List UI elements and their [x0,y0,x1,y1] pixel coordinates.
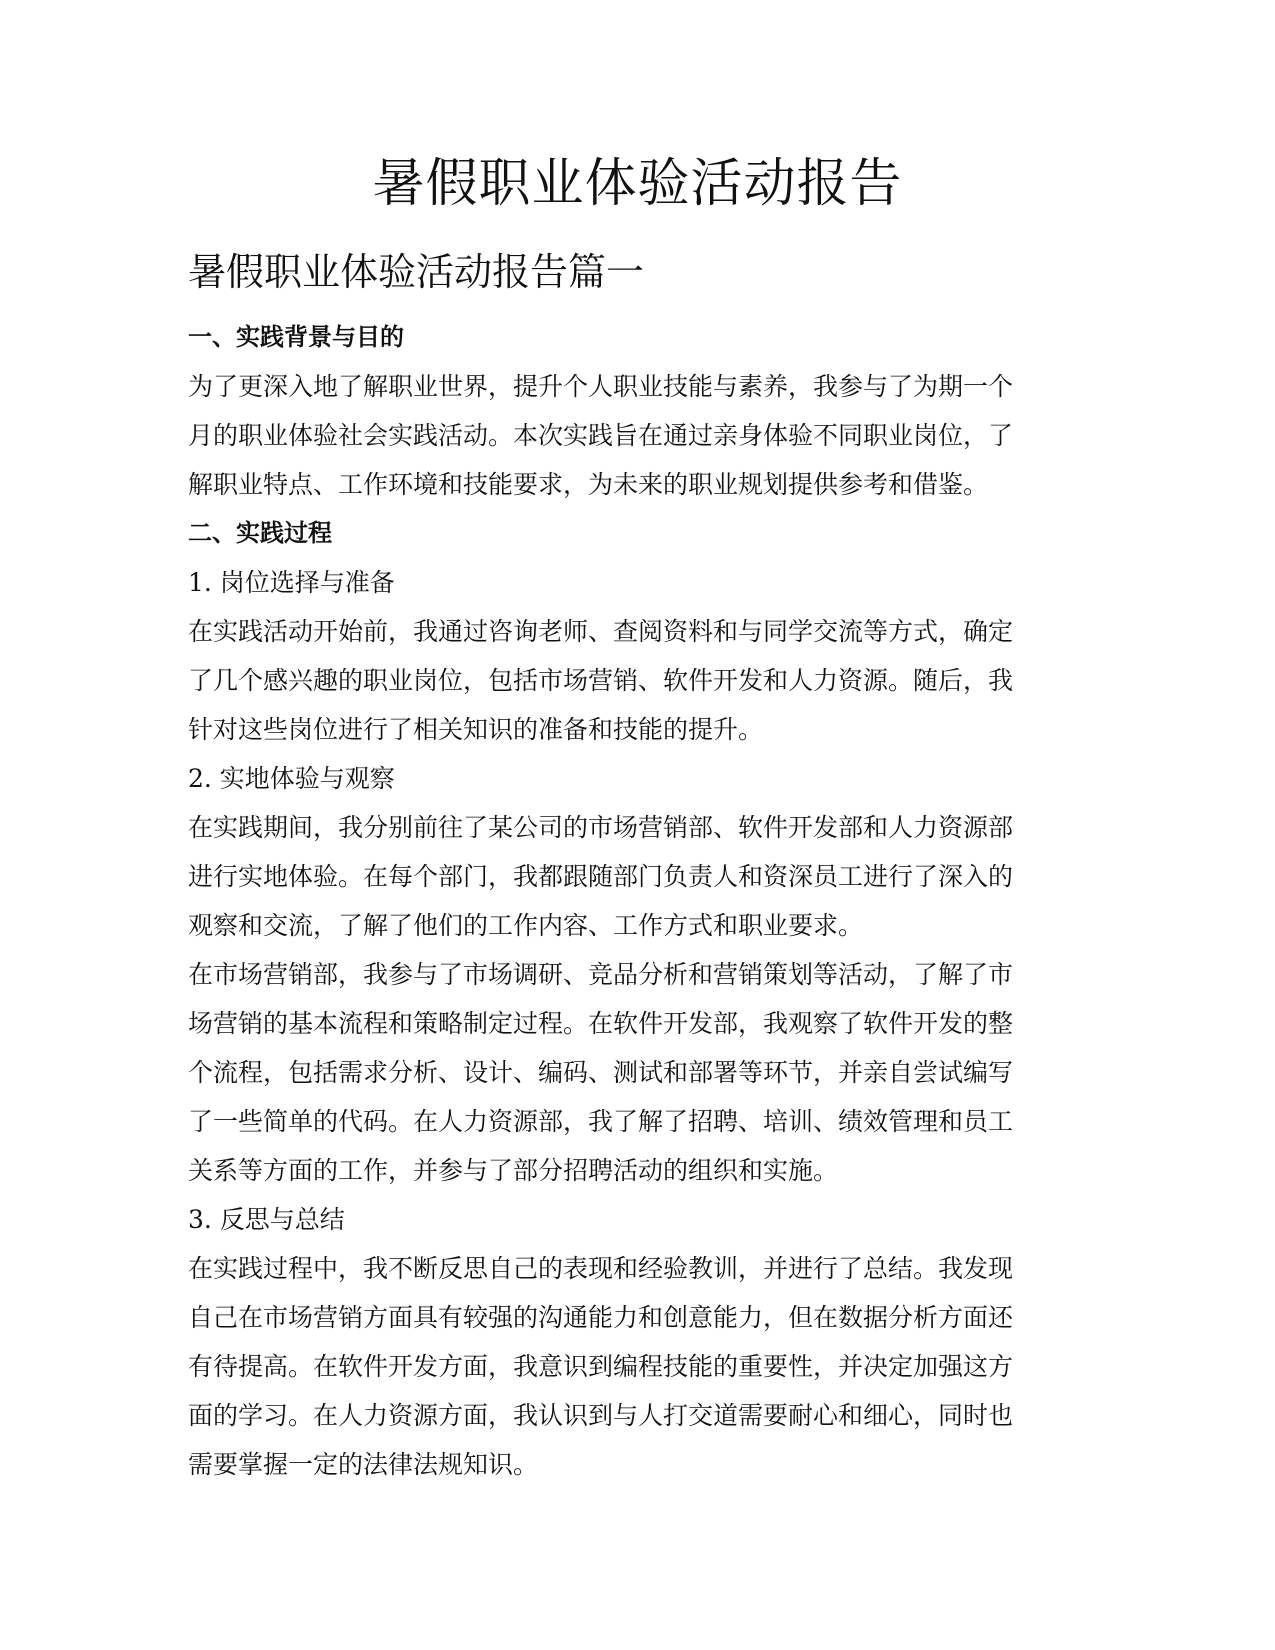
paragraph-line: 在实践过程中，我不断反思自己的表现和经验教训，并进行了总结。我发现 [188,1254,1014,1283]
subheading-position-selection: 1. 岗位选择与准备 [188,568,395,597]
subheading-field-experience: 2. 实地体验与观察 [188,764,395,793]
document-body [188,313,1088,1489]
paragraph-line: 了一些简单的代码。在人力资源部，我了解了招聘、培训、绩效管理和员工 [188,1107,1014,1136]
paragraph-line: 观察和交流，了解了他们的工作内容、工作方式和职业要求。 [188,911,864,940]
paragraph-line: 解职业特点、工作环境和技能要求，为未来的职业规划提供参考和借鉴。 [188,470,989,499]
paragraph-line: 针对这些岗位进行了相关知识的准备和技能的提升。 [188,715,764,744]
paragraph-line: 个流程，包括需求分析、设计、编码、测试和部署等环节，并亲自尝试编写 [188,1058,1014,1087]
paragraph-reflection [188,1244,1088,1489]
heading-process: 二、实践过程 [188,519,332,547]
paragraph-line: 月的职业体验社会实践活动。本次实践旨在通过亲身体验不同职业岗位，了 [188,421,1014,450]
paragraph-line: 需要掌握一定的法律法规知识。 [188,1450,539,1479]
paragraph-line: 自己在市场营销方面具有较强的沟通能力和创意能力，但在数据分析方面还 [188,1303,1014,1332]
paragraph-line: 为了更深入地了解职业世界，提升个人职业技能与素养，我参与了为期一个 [188,372,1014,401]
paragraph-field-experience [188,803,1088,950]
section-title: 暑假职业体验活动报告篇一 [188,250,645,294]
paragraph-department-details [188,950,1088,1195]
paragraph-line: 有待提高。在软件开发方面，我意识到编程技能的重要性，并决定加强这方 [188,1352,1014,1381]
paragraph-line: 在实践活动开始前，我通过咨询老师、查阅资料和与同学交流等方式，确定 [188,617,1014,646]
paragraph-line: 场营销的基本流程和策略制定过程。在软件开发部，我观察了软件开发的整 [188,1009,1014,1038]
paragraph-line: 进行实地体验。在每个部门，我都跟随部门负责人和资深员工进行了深入的 [188,862,1014,891]
paragraph-line: 在市场营销部，我参与了市场调研、竞品分析和营销策划等活动，了解了市 [188,960,1014,989]
subheading-reflection: 3. 反思与总结 [188,1205,345,1234]
paragraph-position-selection [188,607,1088,754]
document-title: 暑假职业体验活动报告 [372,154,903,214]
heading-background-purpose: 一、实践背景与目的 [188,323,404,351]
paragraph-background [188,362,1088,509]
paragraph-line: 在实践期间，我分别前往了某公司的市场营销部、软件开发部和人力资源部 [188,813,1014,842]
paragraph-line: 关系等方面的工作，并参与了部分招聘活动的组织和实施。 [188,1156,839,1185]
paragraph-line: 了几个感兴趣的职业岗位，包括市场营销、软件开发和人力资源。随后，我 [188,666,1014,695]
paragraph-line: 面的学习。在人力资源方面，我认识到与人打交道需要耐心和细心，同时也 [188,1401,1014,1430]
